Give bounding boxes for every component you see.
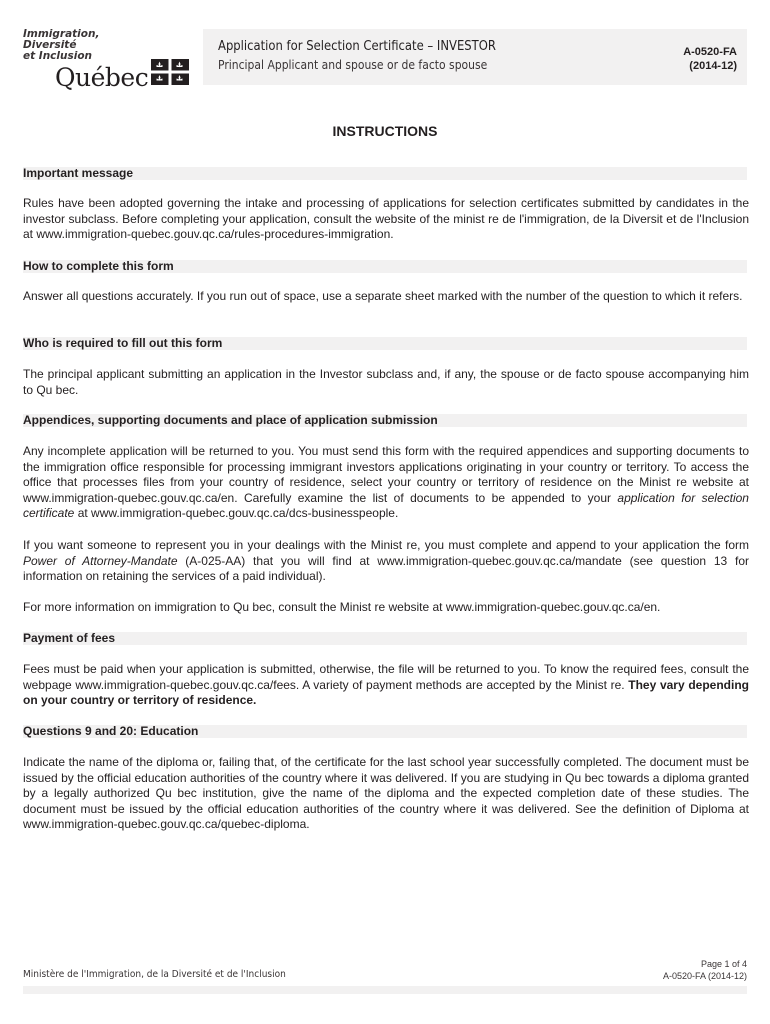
section-title-fees: Payment of fees (23, 631, 116, 645)
fees-p1-text: Fees must be paid when your application is submitted, otherwise, the file will be returned to you. To know the required fees, consult the webpage www.immigration-quebec.gouv.qc.ca/fees. A variety of payment methods are accepted by the Minist re. (23, 662, 749, 692)
appendices-p1-text-a: Any incomplete application will be returned to you. You must send this form with the required appendices and supporting documents to the immigration office responsible for processing immigrant investors applications originating in your country or territory. To access the office that processes files from your country of residence, select your country or territory of residence on the Minist re website at www.immigration-quebec.gouv.qc.ca/en. Carefully examine the list of documents to be appended to your (23, 444, 749, 505)
form-code: A-0520-FA (683, 46, 737, 58)
fees-paragraph (23, 662, 749, 709)
page-heading: INSTRUCTIONS (332, 123, 438, 139)
form-subtitle: Principal Applicant and spouse or de facto spouse (218, 58, 488, 72)
footer-form-code: A-0520-FA (2014-12) (662, 971, 747, 981)
quebec-logo (23, 29, 193, 91)
appendices-p1-text-b: at www.immigration-quebec.gouv.qc.ca/dcs-businesspeople. (74, 506, 399, 521)
appendices-paragraph-1 (23, 444, 749, 522)
section-bar (23, 632, 747, 645)
section-title-appendices: Appendices, supporting documents and place of application submission (23, 413, 438, 427)
logo-line-3: et Inclusion (23, 50, 93, 62)
appendices-p2-text-b: (A-025-AA) that you will find at www.immigration-quebec.gouv.qc.ca/mandate (see question 13 for information on retaining the services of a paid individual). (23, 553, 749, 584)
who-paragraph: The principal applicant submitting an application in the Investor subclass and, if any, the spouse or de facto spouse accompanying him to Qu bec. (23, 367, 749, 397)
logo-quebec-wordmark: Québec (55, 63, 149, 92)
section-title-important: Important message (23, 166, 134, 180)
appendices-p1-italic: application for selection certificate (23, 490, 749, 521)
appendices-p2-text-a: If you want someone to represent you in your dealings with the Minist re, you must complete and append to your application the form (23, 538, 749, 552)
logo-line-1: Immigration, (23, 28, 100, 40)
section-title-education: Questions 9 and 20: Education (23, 724, 199, 738)
section-title-how: How to complete this form (23, 259, 174, 273)
logo-line-2: Diversité (23, 39, 77, 51)
form-date: (2014-12) (689, 60, 737, 72)
form-title: Application for Selection Certificate – INVESTOR (218, 38, 496, 54)
appendices-paragraph-3: For more information on immigration to Qu bec, consult the Minist re website at www.immigration-quebec.gouv.qc.ca/en. (23, 600, 661, 614)
footer-page-number: Page 1 of 4 (700, 959, 747, 969)
footer-ministry: Ministère de l'Immigration, de la Diversité et de l'Inclusion (23, 969, 286, 980)
important-paragraph: Rules have been adopted governing the intake and processing of applications for selection certificates submitted by candidates in the investor subclass. Before completing your application, consult the website of the minist re de l'immigration, de la Diversit et de l'Inclusion at www.immigration-quebec.gouv.qc.ca/rules-procedures-immigration. (23, 196, 749, 242)
fees-p1-bold: They vary depending on your country or territory of residence. (23, 677, 749, 708)
how-paragraph: Answer all questions accurately. If you run out of space, use a separate sheet marked with the number of the question to which it refers. (23, 289, 743, 303)
section-title-who: Who is required to fill out this form (23, 336, 223, 350)
education-paragraph: Indicate the name of the diploma or, failing that, of the certificate for the last school year successfully completed. The document must be issued by the official education authorities of the country where it was delivered. If you are studying in Qu bec towards a diploma granted by a legally authorized Qu bec institution, give the name of the diploma and the expected completion date of these studies. The document must be issued by the official education authorities of the country where it was delivered. See the definition of Diploma at www.immigration-quebec.gouv.qc.ca/quebec-diploma. (23, 755, 749, 832)
footer-bar (23, 986, 747, 994)
fleurdelise-flag-icon (151, 59, 189, 85)
appendices-p2-italic: Power of Attorney-Mandate (23, 553, 178, 568)
appendices-paragraph-2 (23, 538, 749, 585)
form-title-box (203, 29, 747, 85)
